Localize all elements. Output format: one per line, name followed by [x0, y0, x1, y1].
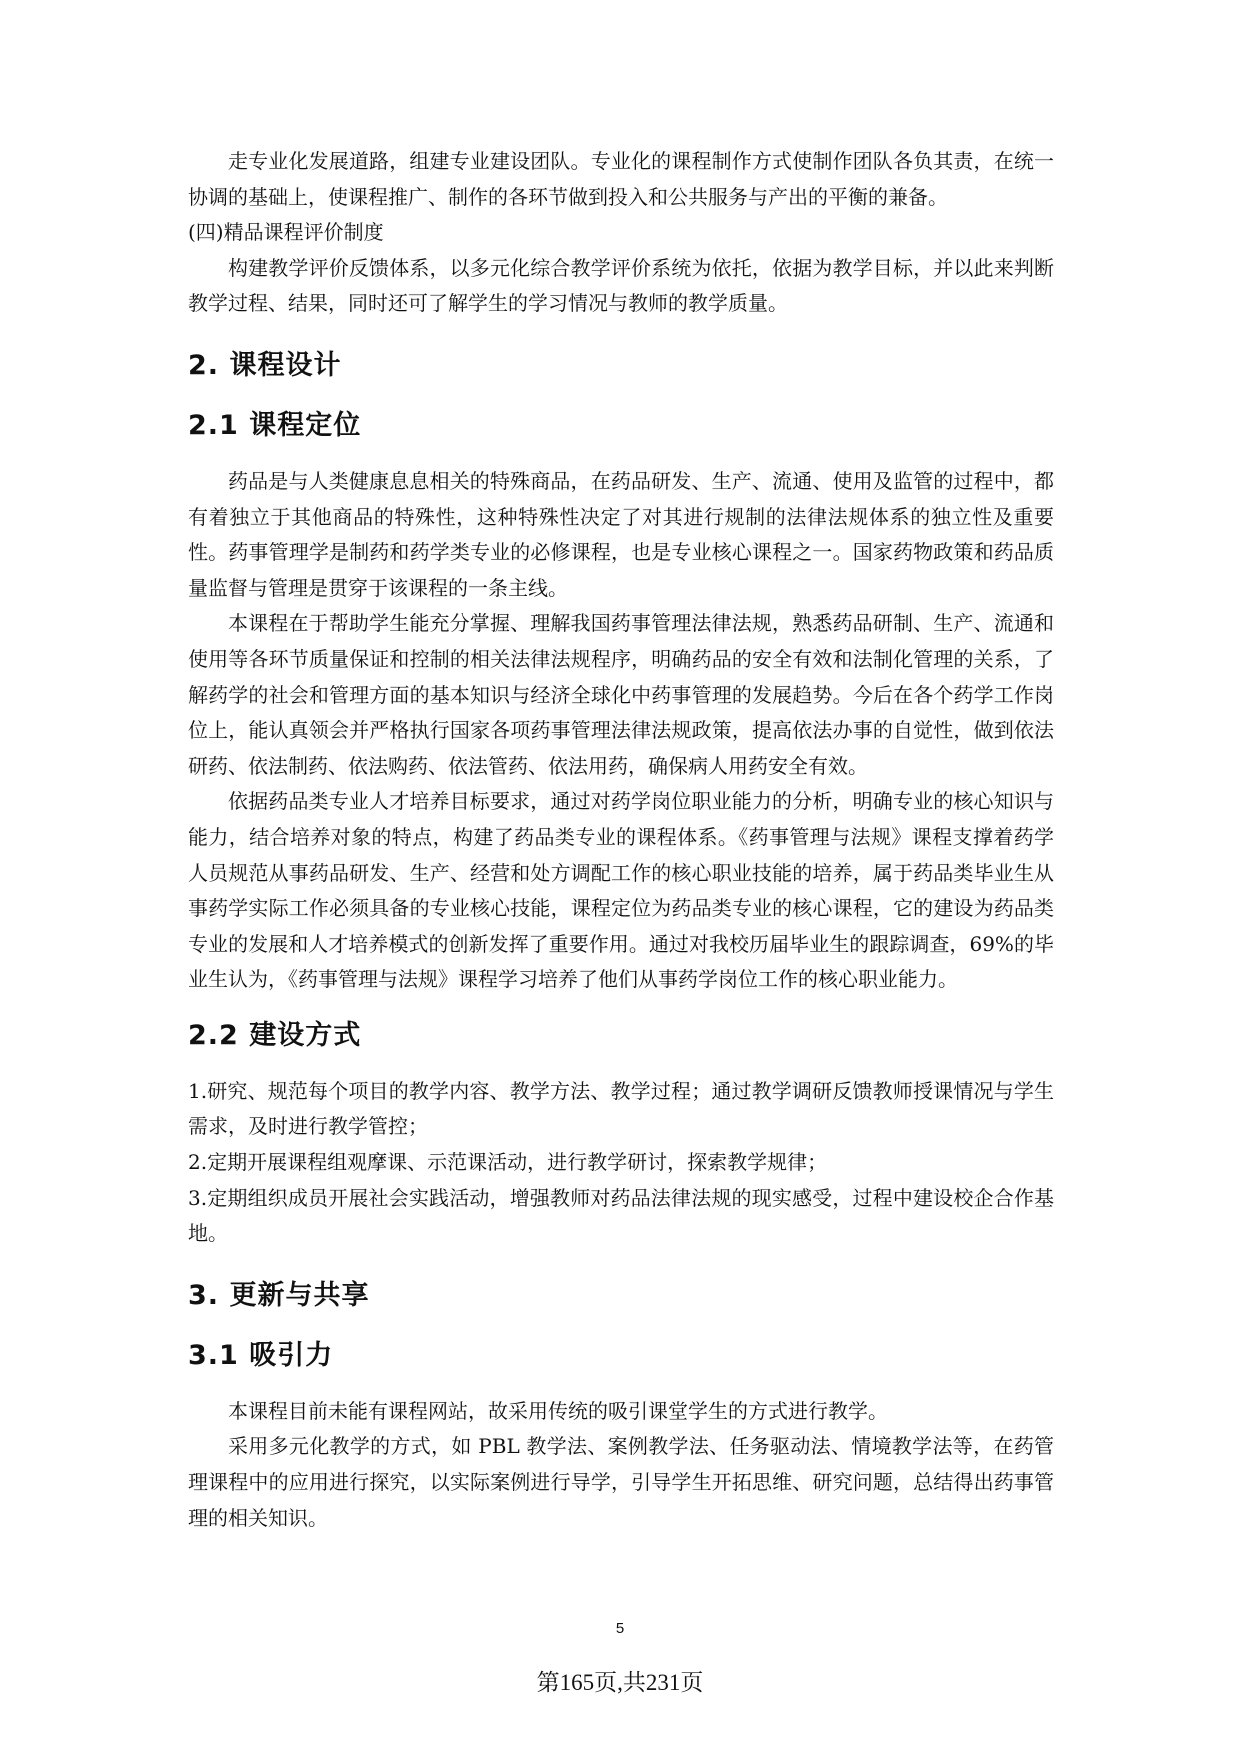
attraction-paragraph: 采用多元化教学的方式，如 PBL 教学法、案例教学法、任务驱动法、情境教学法等，在药管理课程中的应用进行探究，以实际案例进行导学，引导学生开拓思维、研究问题，总结得出药事管理的相关知识。	[188, 1434, 1054, 1530]
construction-item: 2.定期开展课程组观摩课、示范课活动，进行教学研讨，探索教学规律；	[188, 1150, 828, 1175]
page-footer: 第165页,共231页	[536, 1670, 704, 1695]
attraction-paragraph: 本课程目前未能有课程网站，故采用传统的吸引课堂学生的方式进行教学。	[228, 1398, 888, 1423]
positioning-paragraph: 药品是与人类健康息息相关的特殊商品，在药品研发、生产、流通、使用及监管的过程中，都有着独立于其他商品的特殊性，这种特殊性决定了对其进行规制的法律法规体系的独立性及重要性。药事管理学是制药和药学类专业的必修课程，也是专业核心课程之一。国家药物政策和药品质量监督与管理是贯穿于该课程的一条主线。	[188, 468, 1054, 600]
page-content	[188, 144, 1054, 1536]
subsection-heading-attraction: 3.1 吸引力	[188, 1339, 334, 1371]
construction-item: 1.研究、规范每个项目的教学内容、教学方法、教学过程；通过教学调研反馈教师授课情况与学生需求，及时进行教学管控；	[188, 1078, 1054, 1139]
subsection-heading-course-positioning: 2.1 课程定位	[188, 409, 362, 441]
construction-item: 3.定期组织成员开展社会实践活动，增强教师对药品法律法规的现实感受，过程中建设校企合作基地。	[188, 1185, 1054, 1246]
section-heading-course-design: 2. 课程设计	[188, 349, 342, 381]
intro-paragraph-1: 走专业化发展道路，组建专业建设团队。专业化的课程制作方式使制作团队各负其责，在统一协调的基础上，使课程推广、制作的各环节做到投入和公共服务与产出的平衡的兼备。	[188, 149, 1054, 209]
section-heading-update-sharing: 3. 更新与共享	[188, 1279, 370, 1311]
positioning-paragraph: 依据药品类专业人才培养目标要求，通过对药学岗位职业能力的分析，明确专业的核心知识与能力，结合培养对象的特点，构建了药品类专业的课程体系。《药事管理与法规》课程支撑着药学人员规范从事药品研发、生产、经营和处方调配工作的核心职业技能的培养，属于药品类毕业生从事药学实际工作必须具备的专业核心技能，课程定位为药品类专业的核心课程，它的建设为药品类专业的发展和人才培养模式的创新发挥了重要作用。通过对我校历届毕业生的跟踪调查，69%的毕业生认为，《药事管理与法规》课程学习培养了他们从事药学岗位工作的核心职业能力。	[188, 789, 1054, 992]
positioning-paragraph: 本课程在于帮助学生能充分掌握、理解我国药事管理法律法规，熟悉药品研制、生产、流通和使用等各环节质量保证和控制的相关法律法规程序，明确药品的安全有效和法制化管理的关系，了解药学的社会和管理方面的基本知识与经济全球化中药事管理的发展趋势。今后在各个药学工作岗位上，能认真领会并严格执行国家各项药事管理法律法规政策，提高依法办事的自觉性，做到依法研药、依法制药、依法购药、依法管药、依法用药，确保病人用药安全有效。	[188, 611, 1054, 778]
page-number: 5	[615, 1620, 625, 1637]
evaluation-heading: (四)精品课程评价制度	[188, 220, 384, 245]
subsection-heading-construction-method: 2.2 建设方式	[188, 1019, 362, 1051]
intro-paragraph-2: 构建教学评价反馈体系，以多元化综合教学评价系统为依托，依据为教学目标，并以此来判断教学过程、结果，同时还可了解学生的学习情况与教师的教学质量。	[188, 255, 1054, 316]
